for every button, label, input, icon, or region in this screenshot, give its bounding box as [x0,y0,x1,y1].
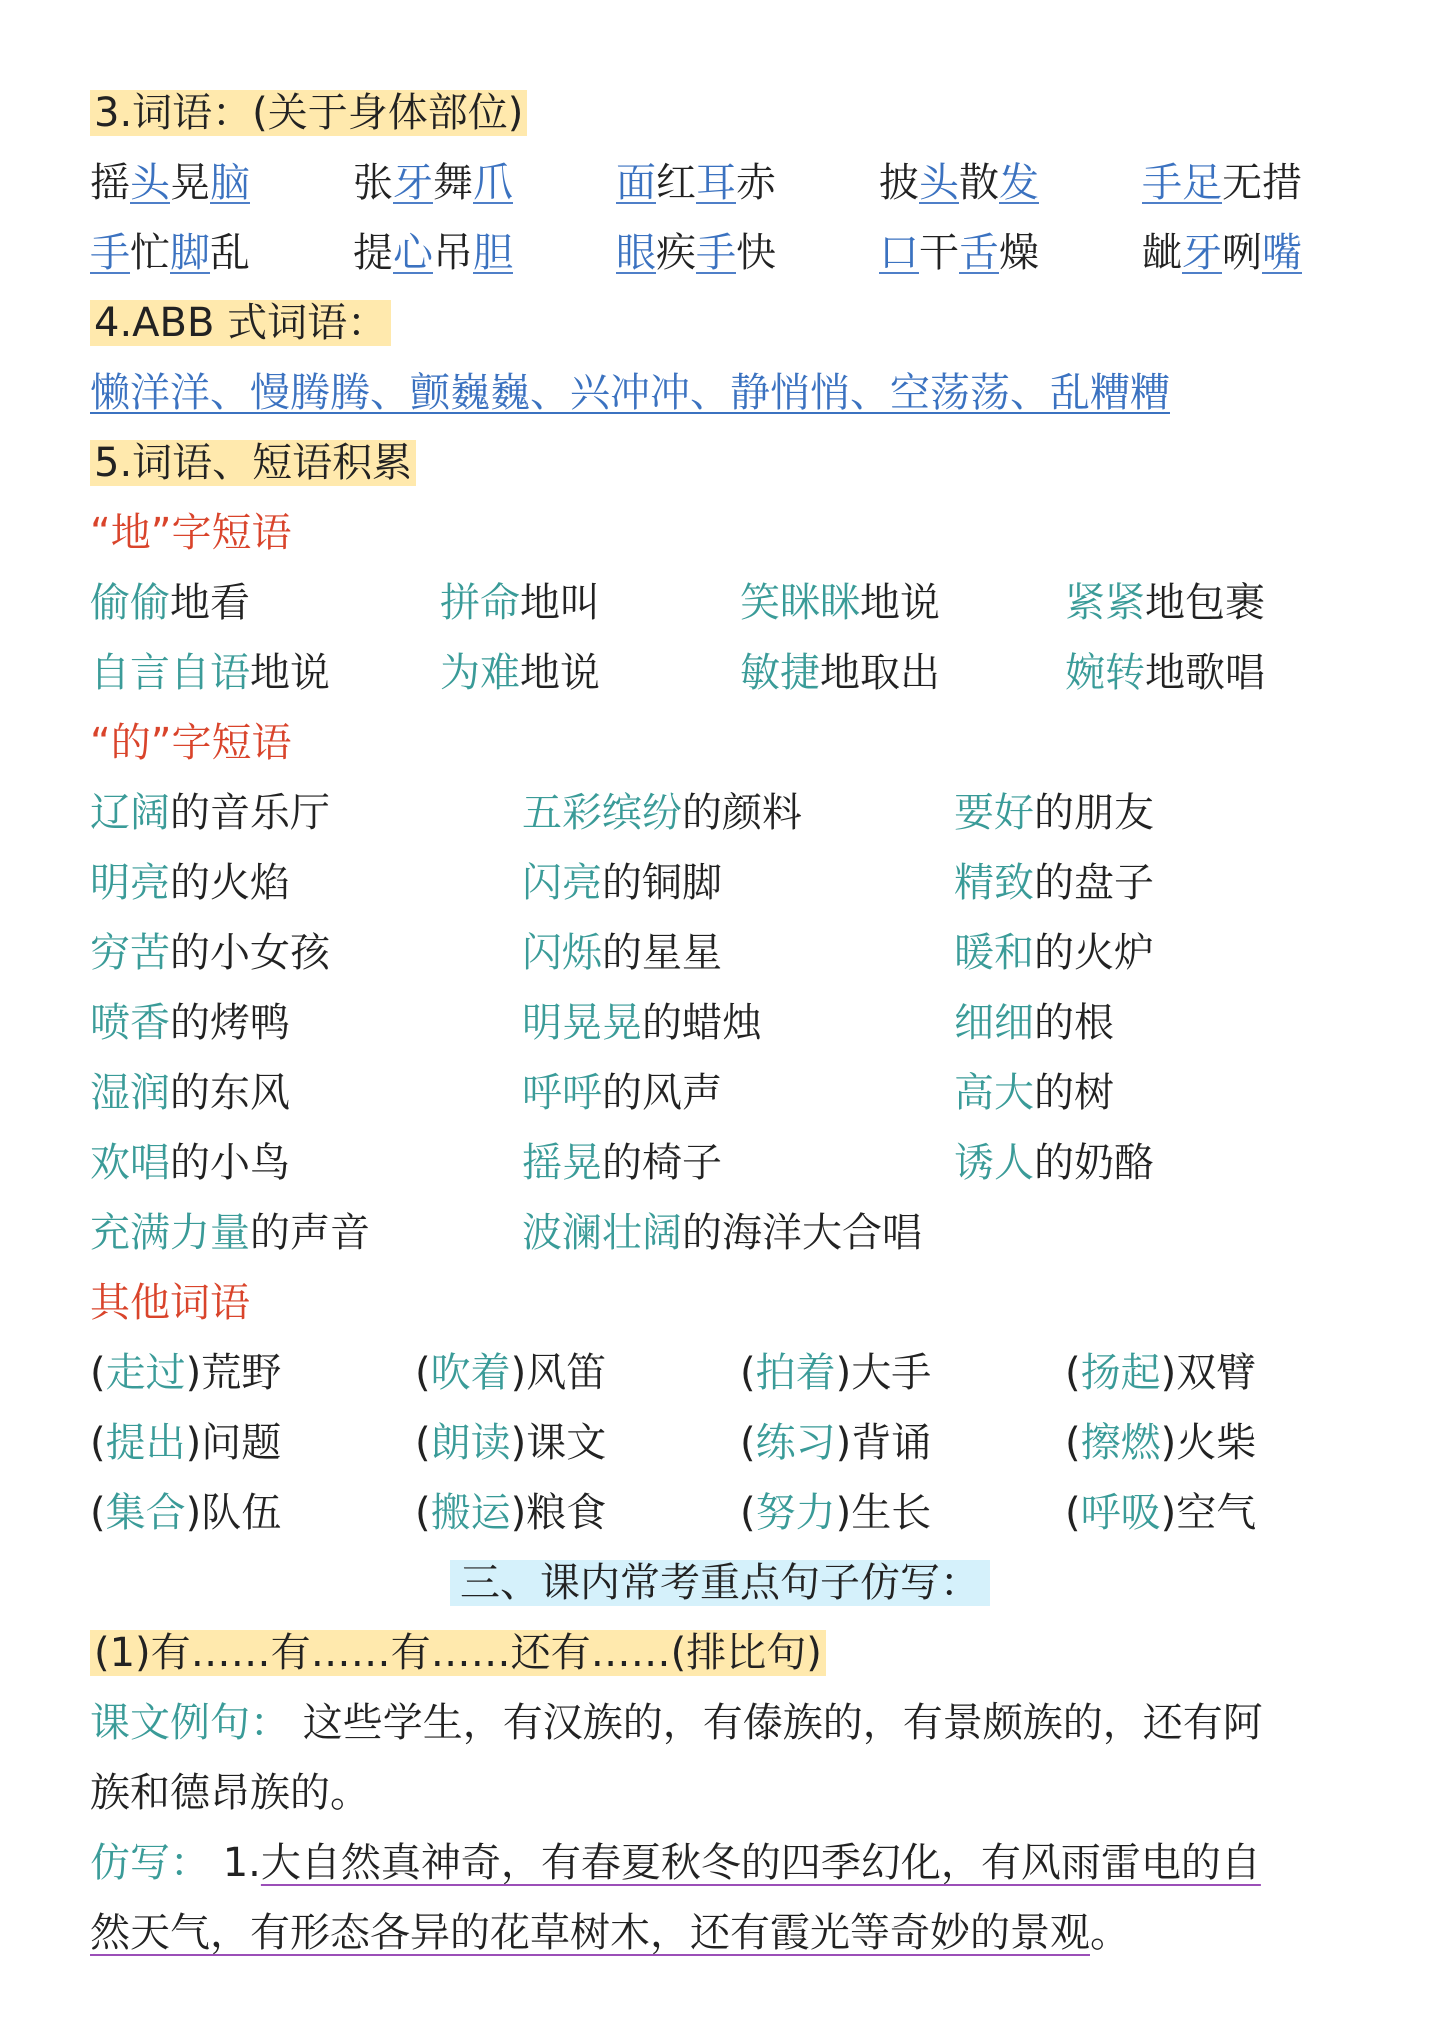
de-phrase-adjective: 五彩缤纷 [522,790,682,836]
phrase-cell [1065,1408,1256,1478]
other-word-verb: 努力 [755,1490,836,1536]
body-part-char: 头 [130,160,170,206]
idiom-char: 赤 [736,160,776,206]
idiom-char: 散 [959,160,999,206]
idiom-cell [616,218,776,288]
close-paren: ) [835,1420,852,1466]
abb-words-line [90,358,1380,428]
phrase-cell [90,568,250,638]
de-phrases-row [90,988,1380,1058]
body-part-char: 耳 [696,160,736,206]
imitate-text-2: 然天气，有形态各异的花草树木，还有霞光等奇妙的景观 [90,1910,1090,1956]
phrase-cell [522,1058,722,1128]
phrase-cell [522,778,802,848]
example-line-1 [90,1688,1380,1758]
example-text-2: 族和德昂族的。 [90,1770,370,1816]
phrase-cell [415,1338,606,1408]
other-word-object: 粮食 [526,1490,607,1536]
de-phrase-rest: 的东风 [170,1070,290,1116]
other-word-verb: 朗读 [430,1420,511,1466]
phrase-cell [90,1058,290,1128]
de-phrase-adjective: 暖和 [954,930,1034,976]
de-phrase-rest: 的小鸟 [170,1140,290,1186]
de-phrase-rest: 的铜脚 [602,860,722,906]
other-word-object: 风笛 [526,1350,607,1396]
phrase-cell [740,1338,931,1408]
imitate-line-2 [90,1898,1380,1968]
section-5-heading-line [90,428,1380,498]
idiom-char: 咧 [1222,230,1262,276]
phrase-cell [90,638,330,708]
de-phrase-rest: 的星星 [602,930,722,976]
idiom-char: 燥 [999,230,1039,276]
idiom-char: 摇 [90,160,130,206]
de-phrase-rest: 的颜料 [682,790,802,836]
phrase-cell [740,1478,931,1548]
other-word-object: 火柴 [1176,1420,1257,1466]
other-word-object: 大手 [851,1350,932,1396]
phrase-cell [1065,1338,1256,1408]
other-word-verb: 练习 [755,1420,836,1466]
de-phrase-adjective: 喷香 [90,1000,170,1046]
phrase-cell [954,988,1114,1058]
idiom-char: 忙 [130,230,170,276]
idiom-cell [616,148,776,218]
di-phrase-rest: 地说 [860,580,940,626]
phrase-cell [522,918,722,988]
close-paren: ) [185,1420,202,1466]
close-paren: ) [835,1350,852,1396]
di-phrase-adverb: 紧紧 [1065,580,1145,626]
di-phrase-rest: 地取出 [820,650,940,696]
other-word-object: 队伍 [201,1490,282,1536]
other-word-verb: 扬起 [1080,1350,1161,1396]
de-phrase-rest: 的火炉 [1034,930,1154,976]
de-phrases-row [90,778,1380,848]
close-paren: ) [185,1350,202,1396]
di-phrase-rest: 地说 [250,650,330,696]
idiom-char: 张 [353,160,393,206]
di-phrases-row [90,568,1380,638]
phrase-cell [440,568,600,638]
phrase-cell [90,988,290,1058]
phrase-cell [740,1408,931,1478]
idiom-char: 吊 [433,230,473,276]
example-text-1: 这些学生，有汉族的，有傣族的，有景颇族的，还有阿 [302,1700,1263,1746]
section-5-heading: 5.词语、短语积累 [90,440,416,486]
de-phrase-adjective: 高大 [954,1070,1034,1116]
body-part-char: 脚 [170,230,210,276]
phrase-cell [415,1478,606,1548]
section-3-heading-line [90,78,1380,148]
idiom-char: 乱 [210,230,250,276]
idiom-cell [879,218,1039,288]
open-paren: ( [740,1420,756,1466]
di-phrase-adverb: 敏捷 [740,650,820,696]
close-paren: ) [1160,1350,1177,1396]
close-paren: ) [185,1490,202,1536]
close-paren: ) [1160,1490,1177,1536]
phrase-cell [415,1408,606,1478]
di-phrases-row [90,638,1380,708]
idiom-cell [90,218,250,288]
phrase-cell [522,848,722,918]
phrase-cell [90,1478,281,1548]
phrase-cell [1065,1478,1256,1548]
body-part-char: 牙 [1182,230,1222,276]
idiom-cell [879,148,1039,218]
part-three-heading: 三、课内常考重点句子仿写： [450,1560,990,1606]
idiom-char: 舞 [433,160,473,206]
other-word-verb: 吹着 [430,1350,511,1396]
other-words-row [90,1338,1380,1408]
abb-words: 懒洋洋、慢腾腾、颤巍巍、兴冲冲、静悄悄、空荡荡、乱糟糟 [90,370,1170,416]
idiom-char: 红 [656,160,696,206]
imitate-line-1 [90,1828,1380,1898]
other-word-object: 生长 [851,1490,932,1536]
de-phrase-rest: 的根 [1034,1000,1114,1046]
imitate-label: 仿写： [90,1840,210,1886]
de-phrase-adjective: 明亮 [90,860,170,906]
de-phrase-adjective: 辽阔 [90,790,170,836]
idiom-cell [90,148,250,218]
de-phrase-adjective: 波澜壮阔 [522,1210,682,1256]
other-word-verb: 集合 [105,1490,186,1536]
idiom-cell [353,148,513,218]
di-phrase-adverb: 自言自语 [90,650,250,696]
phrase-cell [740,638,940,708]
body-part-char: 发 [999,160,1039,206]
pattern-1-heading: (1)有……有……有……还有……(排比句) [90,1630,826,1676]
other-word-verb: 拍着 [755,1350,836,1396]
di-phrase-rest: 地看 [170,580,250,626]
open-paren: ( [90,1490,106,1536]
de-phrase-rest: 的树 [1034,1070,1114,1116]
phrase-cell [90,1338,281,1408]
de-phrase-rest: 的火焰 [170,860,290,906]
de-phrase-adjective: 充满力量 [90,1210,250,1256]
phrase-cell [954,918,1154,988]
de-phrases-title: “的”字短语 [90,720,292,766]
de-phrases-row [90,1198,1380,1268]
body-part-char: 舌 [959,230,999,276]
close-paren: ) [835,1490,852,1536]
phrase-cell [90,778,330,848]
phrase-cell [90,1198,370,1268]
idiom-char: 快 [736,230,776,276]
imitate-end: 。 [1090,1910,1130,1956]
open-paren: ( [415,1490,431,1536]
part-three-heading-line [0,1548,1440,1618]
de-phrase-adjective: 呼呼 [522,1070,602,1116]
body-part-char: 手足 [1142,160,1222,206]
idiom-char: 提 [353,230,393,276]
de-phrase-adjective: 摇晃 [522,1140,602,1186]
other-words-title: 其他词语 [90,1280,250,1326]
phrase-cell [522,1198,922,1268]
open-paren: ( [90,1420,106,1466]
de-phrase-rest: 的奶酪 [1034,1140,1154,1186]
de-phrase-adjective: 精致 [954,860,1034,906]
di-phrase-adverb: 婉转 [1065,650,1145,696]
di-phrase-rest: 地包裹 [1145,580,1265,626]
open-paren: ( [740,1490,756,1536]
phrase-cell [954,1128,1154,1198]
de-phrases-row [90,918,1380,988]
example-line-2 [90,1758,1380,1828]
de-phrases-row [90,848,1380,918]
de-phrases-row [90,1128,1380,1198]
body-words-row [90,148,1380,218]
de-phrase-adjective: 明晃晃 [522,1000,642,1046]
body-part-char: 手 [90,230,130,276]
other-word-verb: 呼吸 [1080,1490,1161,1536]
close-paren: ) [510,1350,527,1396]
body-part-char: 牙 [393,160,433,206]
phrase-cell [90,1408,281,1478]
di-phrase-adverb: 拼命 [440,580,520,626]
open-paren: ( [1065,1420,1081,1466]
body-words-row [90,218,1380,288]
body-part-char: 爪 [473,160,513,206]
idiom-char: 无措 [1222,160,1302,206]
body-part-char: 头 [919,160,959,206]
phrase-cell [954,1058,1114,1128]
de-phrase-adjective: 要好 [954,790,1034,836]
open-paren: ( [415,1420,431,1466]
other-word-object: 荒野 [201,1350,282,1396]
de-phrase-adjective: 湿润 [90,1070,170,1116]
di-phrase-rest: 地歌唱 [1145,650,1265,696]
other-word-verb: 提出 [105,1420,186,1466]
de-phrase-adjective: 诱人 [954,1140,1034,1186]
body-part-char: 嘴 [1262,230,1302,276]
de-phrase-rest: 的音乐厅 [170,790,330,836]
di-phrase-rest: 地说 [520,650,600,696]
body-part-char: 口 [879,230,919,276]
de-phrase-adjective: 穷苦 [90,930,170,976]
phrase-cell [954,778,1154,848]
di-phrases-title: “地”字短语 [90,510,292,556]
body-part-char: 手 [696,230,736,276]
idiom-char: 龇 [1142,230,1182,276]
de-phrase-rest: 的盘子 [1034,860,1154,906]
de-phrase-rest: 的风声 [602,1070,722,1116]
other-word-object: 背诵 [851,1420,932,1466]
idiom-char: 披 [879,160,919,206]
body-part-char: 胆 [473,230,513,276]
de-phrase-rest: 的烤鸭 [170,1000,290,1046]
section-4-heading: 4.ABB 式词语： [90,300,391,346]
other-words-row [90,1478,1380,1548]
de-phrase-rest: 的海洋大合唱 [682,1210,922,1256]
de-phrase-rest: 的小女孩 [170,930,330,976]
phrase-cell [954,848,1154,918]
de-phrase-adjective: 闪亮 [522,860,602,906]
imitate-number: 1. [222,1840,261,1886]
open-paren: ( [1065,1350,1081,1396]
phrase-cell [522,988,762,1058]
idiom-char: 晃 [170,160,210,206]
open-paren: ( [1065,1490,1081,1536]
body-part-char: 眼 [616,230,656,276]
other-word-object: 问题 [201,1420,282,1466]
de-phrase-rest: 的朋友 [1034,790,1154,836]
other-word-verb: 走过 [105,1350,186,1396]
open-paren: ( [740,1350,756,1396]
idiom-cell [1142,148,1302,218]
idiom-cell [1142,218,1302,288]
phrase-cell [90,1128,290,1198]
other-word-object: 课文 [526,1420,607,1466]
de-phrase-rest: 的椅子 [602,1140,722,1186]
di-phrase-adverb: 笑眯眯 [740,580,860,626]
other-word-verb: 擦燃 [1080,1420,1161,1466]
phrase-cell [440,638,600,708]
di-phrase-adverb: 为难 [440,650,520,696]
de-phrase-rest: 的蜡烛 [642,1000,762,1046]
other-word-object: 双臂 [1176,1350,1257,1396]
phrase-cell [522,1128,722,1198]
de-phrase-adjective: 闪烁 [522,930,602,976]
body-part-char: 心 [393,230,433,276]
idiom-char: 疾 [656,230,696,276]
di-phrase-adverb: 偷偷 [90,580,170,626]
phrase-cell [1065,638,1265,708]
body-part-char: 脑 [210,160,250,206]
de-phrase-adjective: 细细 [954,1000,1034,1046]
phrase-cell [90,918,330,988]
body-part-char: 面 [616,160,656,206]
de-phrase-rest: 的声音 [250,1210,370,1256]
imitate-text-1: 大自然真神奇，有春夏秋冬的四季幻化，有风雨雷电的自 [260,1840,1261,1886]
close-paren: ) [510,1420,527,1466]
idiom-char: 干 [919,230,959,276]
other-word-verb: 搬运 [430,1490,511,1536]
de-phrases-row [90,1058,1380,1128]
section-4-heading-line [90,288,1380,358]
phrase-cell [740,568,940,638]
section-3-heading: 3.词语：(关于身体部位) [90,90,527,136]
other-word-object: 空气 [1176,1490,1257,1536]
close-paren: ) [1160,1420,1177,1466]
phrase-cell [1065,568,1265,638]
example-label: 课文例句： [90,1700,290,1746]
open-paren: ( [415,1350,431,1396]
open-paren: ( [90,1350,106,1396]
other-words-row [90,1408,1380,1478]
pattern-1-line [90,1618,1380,1688]
idiom-cell [353,218,513,288]
di-phrase-rest: 地叫 [520,580,600,626]
phrase-cell [90,848,290,918]
close-paren: ) [510,1490,527,1536]
de-phrase-adjective: 欢唱 [90,1140,170,1186]
